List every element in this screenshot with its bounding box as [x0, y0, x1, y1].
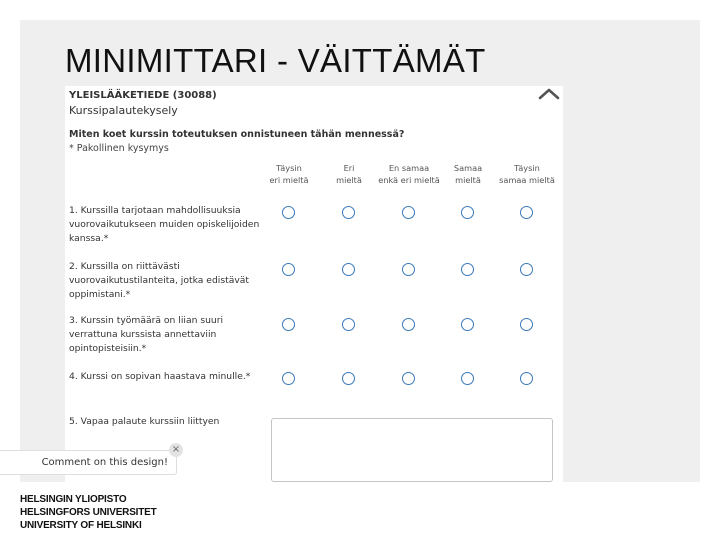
- required-note: * Pakollinen kysymys: [69, 143, 169, 154]
- slide-title: MINIMITTARI - VÄITTÄMÄT: [65, 42, 486, 79]
- survey-screenshot: [65, 86, 563, 482]
- radio-q4-strongly-agree[interactable]: [520, 372, 533, 385]
- column-header-line: Eri: [343, 163, 355, 173]
- column-header-line: mieltä: [336, 175, 362, 185]
- feedback-label: 5. Vapaa palaute kurssiin liittyen: [69, 416, 220, 427]
- comment-prompt[interactable]: [0, 450, 177, 475]
- column-header-line: enkä eri mieltä: [378, 175, 440, 185]
- column-header-line: samaa mieltä: [499, 175, 555, 185]
- radio-q3-disagree[interactable]: [342, 318, 355, 331]
- statement-4: 4. Kurssi on sopivan haastava minulle.*: [69, 371, 251, 382]
- radio-q2-neutral[interactable]: [402, 263, 415, 276]
- feedback-textarea[interactable]: [271, 418, 553, 482]
- radio-q2-disagree[interactable]: [342, 263, 355, 276]
- course-code: YLEISLÄÄKETIEDE (30088): [69, 90, 217, 101]
- comment-prompt-text: Comment on this design!: [41, 457, 168, 468]
- column-header-line: Täysin: [276, 163, 302, 173]
- radio-q3-neutral[interactable]: [402, 318, 415, 331]
- radio-q1-strongly-disagree[interactable]: [282, 206, 295, 219]
- radio-q3-agree[interactable]: [461, 318, 474, 331]
- radio-q4-strongly-disagree[interactable]: [282, 372, 295, 385]
- radio-q3-strongly-disagree[interactable]: [282, 318, 295, 331]
- column-header-strongly-agree: [489, 162, 565, 186]
- university-logo-line-2: HELSINGFORS UNIVERSITET: [20, 507, 157, 518]
- collapse-button[interactable]: [537, 86, 561, 100]
- column-header-line: Samaa: [453, 163, 483, 173]
- radio-q4-disagree[interactable]: [342, 372, 355, 385]
- radio-q1-disagree[interactable]: [342, 206, 355, 219]
- column-header-line: En samaa: [388, 163, 430, 173]
- radio-q2-agree[interactable]: [461, 263, 474, 276]
- radio-q4-agree[interactable]: [461, 372, 474, 385]
- radio-q4-neutral[interactable]: [402, 372, 415, 385]
- column-header-line: eri mieltä: [269, 175, 309, 185]
- radio-q2-strongly-agree[interactable]: [520, 263, 533, 276]
- statement-2: 2. Kurssilla on riittävästi vuorovaikutustilanteita, jotka edistävät oppimistani.*: [69, 261, 250, 300]
- close-icon[interactable]: ×: [169, 443, 183, 457]
- university-logo-line-3: UNIVERSITY OF HELSINKI: [20, 520, 142, 531]
- radio-q1-neutral[interactable]: [402, 206, 415, 219]
- statement-3: 3. Kurssin työmäärä on liian suuri verrattuna kurssista annettaviin opintopisteisiin.*: [69, 315, 224, 354]
- university-logo-line-1: HELSINGIN YLIOPISTO: [20, 494, 127, 505]
- question-text: Miten koet kurssin toteutuksen onnistuneen tähän mennessä?: [69, 129, 405, 140]
- radio-q3-strongly-agree[interactable]: [520, 318, 533, 331]
- chevron-up-icon: [537, 87, 561, 101]
- column-header-line: mieltä: [455, 175, 481, 185]
- radio-q2-strongly-disagree[interactable]: [282, 263, 295, 276]
- radio-q1-agree[interactable]: [461, 206, 474, 219]
- statement-1: 1. Kurssilla tarjotaan mahdollisuuksia vuorovaikutukseen muiden opiskelijoiden kanssa.*: [69, 205, 260, 244]
- column-header-line: Täysin: [514, 163, 540, 173]
- survey-name: Kurssipalautekysely: [69, 104, 178, 117]
- radio-q1-strongly-agree[interactable]: [520, 206, 533, 219]
